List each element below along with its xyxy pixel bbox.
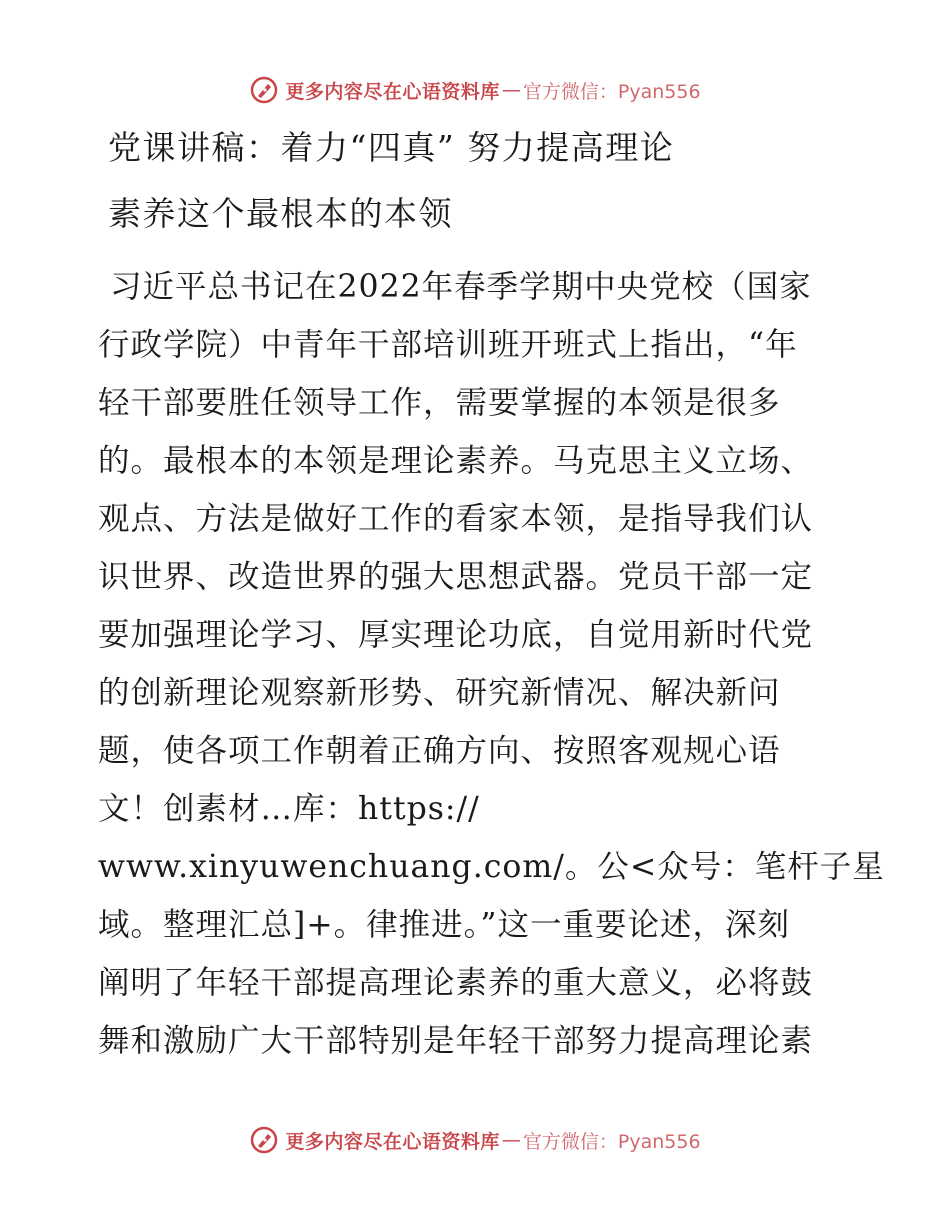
body-line: 的创新理论观察新形势、研究新情况、解决新问 [98, 675, 781, 711]
banner-main-text: 更多内容尽在心语资料库 [285, 80, 500, 103]
pen-nib-logo-icon [249, 75, 279, 105]
banner-wechat-text: 官方微信：Pyan556 [522, 1130, 701, 1153]
body-line: 轻干部要胜任领导工作，需要掌握的本领是很多 [98, 385, 781, 421]
document-title-line-2: 素养这个最根本的本领 [108, 194, 453, 233]
body-line: 域。整理汇总]+。律推进。”这一重要论述，深刻 [98, 907, 791, 943]
pen-nib-logo-icon [249, 1125, 279, 1155]
body-line: 题，使各项工作朝着正确方向、按照客观规心语 [98, 733, 781, 769]
banner-dash: — [501, 1129, 521, 1151]
paragraph [98, 258, 885, 1070]
body-line: 的。最根本的本领是理论素养。马克思主义立场、 [98, 443, 814, 479]
body-line: 行政学院）中青年干部培训班开班式上指出，“年 [98, 327, 798, 363]
body-line: 识世界、改造世界的强大思想武器。党员干部一定 [98, 559, 814, 595]
document-title-line-1: 党课讲稿：着力“四真” 努力提高理论 [108, 128, 675, 167]
body-line: www.xinyuwenchuang.com/。公<众号：笔杆子星 [98, 849, 885, 885]
footer-banner [0, 1120, 950, 1160]
body-line: 观点、方法是做好工作的看家本领，是指导我们认 [98, 501, 814, 537]
body-line: 要加强理论学习、厚实理论功底，自觉用新时代党 [98, 617, 814, 653]
document-body [98, 118, 885, 1070]
banner-wechat-text: 官方微信：Pyan556 [522, 80, 701, 103]
banner-main-text: 更多内容尽在心语资料库 [285, 1130, 500, 1153]
header-banner [0, 70, 950, 110]
body-line: 阐明了年轻干部提高理论素养的重大意义，必将鼓 [98, 965, 814, 1001]
banner-dash: — [501, 79, 521, 101]
body-line: 文！创素材…库：https:// [98, 791, 480, 827]
body-line: 习近平总书记在2022年春季学期中央党校（国家 [110, 269, 812, 305]
body-line: 舞和激励广大干部特别是年轻干部努力提高理论素 [98, 1023, 814, 1059]
